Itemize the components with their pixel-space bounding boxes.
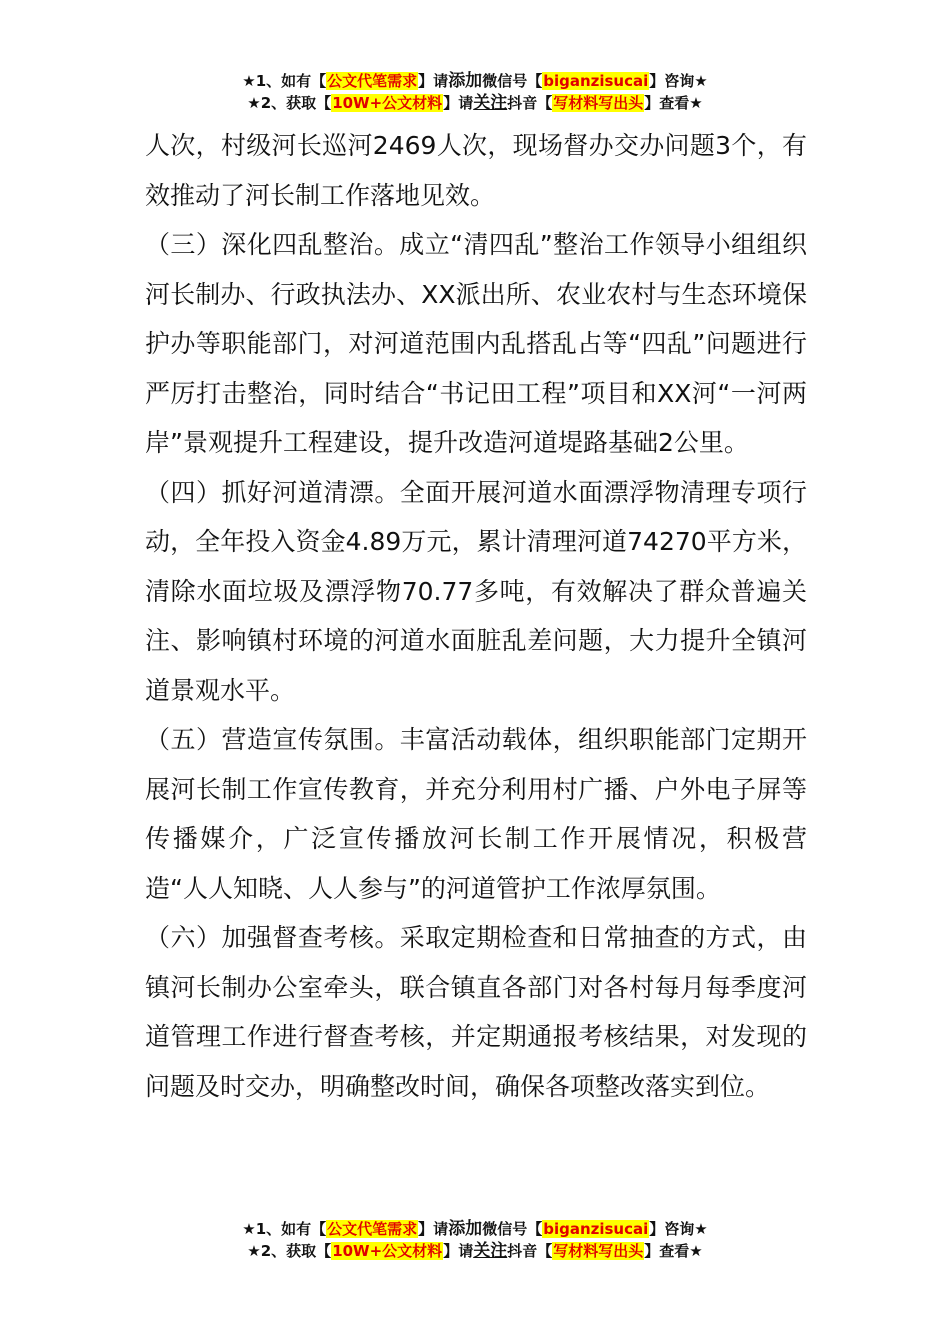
- promo-emphasis: 添加: [448, 1219, 483, 1239]
- promo-text: 】请: [443, 1242, 474, 1260]
- promo-text: 】查看★: [644, 1242, 703, 1260]
- document-body: [145, 121, 807, 1111]
- promo-text: ★1、如有【: [242, 1220, 327, 1238]
- promo-text: 】咨询★: [649, 72, 708, 90]
- header-promo-banner: [0, 70, 950, 114]
- paragraph-section-6: （六）加强督查考核。采取定期检查和日常抽查的方式，由镇河长制办公室牵头，联合镇直各部门对各村每月每季度河道管理工作进行督查考核，并定期通报考核结果，对发现的问题及时交办，明确整改时间，确保各项整改落实到位。: [145, 923, 807, 1101]
- promo-emphasis: 关注: [473, 93, 508, 113]
- footer-promo-banner: [0, 1218, 950, 1262]
- paragraph-section-3: （三）深化四乱整治。成立“清四乱”整治工作领导小组组织河长制办、行政执法办、XX派出所、农业农村与生态环境保护办等职能部门，对河道范围内乱搭乱占等“四乱”问题进行严厉打击整治，同时结合“书记田工程”项目和XX河“一河两岸”景观提升工程建设，提升改造河道堤路基础2公里。: [145, 230, 807, 457]
- promo-highlight: 10W+公文材料: [332, 94, 443, 112]
- wechat-id-highlight: biganzisucai: [543, 1220, 649, 1238]
- promo-line-2: [0, 92, 950, 114]
- promo-emphasis: 关注: [473, 1241, 508, 1261]
- promo-emphasis: 添加: [448, 71, 483, 91]
- promo-text: 微信号【: [482, 72, 543, 90]
- promo-text: ★2、获取【: [247, 1242, 332, 1260]
- wechat-id-highlight: biganzisucai: [543, 72, 649, 90]
- promo-text: 微信号【: [482, 1220, 543, 1238]
- promo-highlight: 10W+公文材料: [332, 1242, 443, 1260]
- promo-text: 】请: [418, 72, 449, 90]
- paragraph-section-4: （四）抓好河道清漂。全面开展河道水面漂浮物清理专项行动，全年投入资金4.89万元，累计清理河道74270平方米，清除水面垃圾及漂浮物70.77多吨，有效解决了群众普遍关注、影响镇村环境的河道水面脏乱差问题，大力提升全镇河道景观水平。: [145, 477, 807, 705]
- paragraph-continuation: 人次，村级河长巡河2469人次，现场督办交办问题3个，有效推动了河长制工作落地见效。: [145, 131, 807, 210]
- promo-line-1: [0, 70, 950, 92]
- promo-line-2: [0, 1240, 950, 1262]
- promo-text: 抖音【: [507, 94, 553, 112]
- promo-text: 抖音【: [507, 1242, 553, 1260]
- douyin-id-highlight: 写材料写出头: [553, 1242, 644, 1260]
- promo-text: 】请: [443, 94, 474, 112]
- promo-text: ★2、获取【: [247, 94, 332, 112]
- promo-text: ★1、如有【: [242, 72, 327, 90]
- douyin-id-highlight: 写材料写出头: [553, 94, 644, 112]
- promo-highlight: 公文代笔需求: [327, 1220, 418, 1238]
- promo-text: 】查看★: [644, 94, 703, 112]
- promo-text: 】请: [418, 1220, 449, 1238]
- promo-line-1: [0, 1218, 950, 1240]
- promo-text: 】咨询★: [649, 1220, 708, 1238]
- paragraph-section-5: （五）营造宣传氛围。丰富活动载体，组织职能部门定期开展河长制工作宣传教育，并充分利用村广播、户外电子屏等传播媒介，广泛宣传播放河长制工作开展情况，积极营造“人人知晓、人人参与”的河道管护工作浓厚氛围。: [145, 725, 807, 903]
- promo-highlight: 公文代笔需求: [327, 72, 418, 90]
